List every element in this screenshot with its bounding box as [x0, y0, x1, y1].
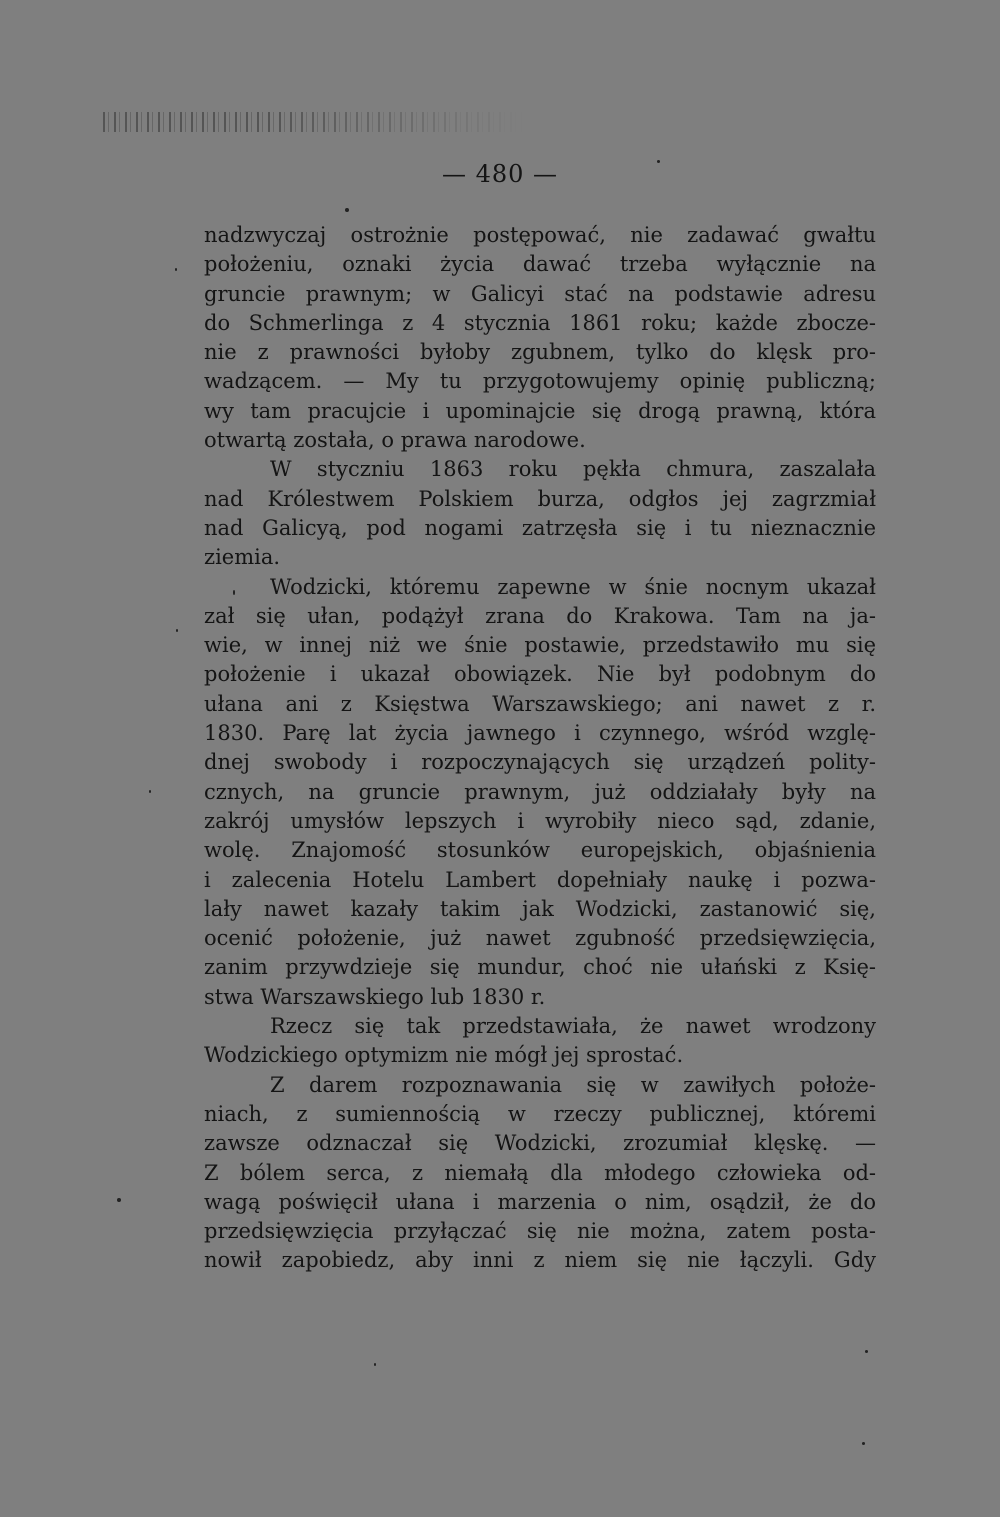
scan-speck [176, 629, 178, 632]
text-line: przedsięwzięcia przyłączać się nie można, zatem posta- [204, 1219, 876, 1244]
scan-noise [103, 112, 523, 132]
text-line: ziemia. [204, 545, 281, 570]
text-line: położeniu, oznaki życia dawać trzeba wyłącznie na [204, 252, 876, 277]
scan-speck [175, 268, 177, 271]
text-line: zanim przywdzieje się mundur, choć nie ułański z Księ- [204, 955, 876, 980]
text-line: W styczniu 1863 roku pękła chmura, zaszalała [270, 457, 876, 482]
scan-speck [345, 208, 349, 212]
text-line: nad Królestwem Polskiem burza, odgłos jej zagrzmiał [204, 486, 876, 511]
text-line: wy tam pracujcie i upominajcie się drogą prawną, która [204, 398, 876, 423]
text-line: nad Galicyą, pod nogami zatrzęsła się i tu nieznacznie [204, 515, 876, 540]
text-line: 1830. Parę lat życia jawnego i czynnego, wśród wzglę- [204, 721, 876, 746]
text-line: niach, z sumiennością w rzeczy publicznej, któremi [204, 1101, 876, 1126]
text-line: do Schmerlinga z 4 stycznia 1861 roku; każde zbocze- [204, 310, 876, 335]
text-line: nadzwyczaj ostrożnie postępować, nie zadawać gwałtu [204, 223, 876, 247]
page-number: — 480 — [441, 160, 559, 188]
text-line: cznych, na gruncie prawnym, już oddziałały były na [204, 779, 876, 804]
text-line: nie z prawności byłoby zgubnem, tylko do klęsk pro- [204, 340, 876, 365]
text-line: zakrój umysłów lepszych i wyrobiły nieco sąd, zdanie, [204, 808, 876, 833]
text-line: wadzącem. — My tu przygotowujemy opinię publiczną; [204, 369, 876, 394]
text-line: ułana ani z Księstwa Warszawskiego; ani nawet z r. [204, 691, 876, 716]
scan-speck [233, 590, 235, 595]
text-line: nowił zapobiedz, aby inni z niem się nie łączyli. Gdy [204, 1248, 876, 1273]
text-line: stwa Warszawskiego lub 1830 r. [204, 984, 546, 1009]
text-line: dnej swobody i rozpoczynających się urządzeń polity- [204, 750, 876, 775]
text-line: Rzecz się tak przedstawiała, że nawet wrodzony [270, 1014, 876, 1039]
text-line: Z darem rozpoznawania się w zawiłych położe- [270, 1072, 876, 1097]
scan-speck [374, 1363, 376, 1366]
text-line: wie, w innej niż we śnie postawie, przedstawiło mu się [204, 633, 876, 658]
text-line: i zalecenia Hotelu Lambert dopełniały naukę i pozwa- [204, 867, 876, 892]
scan-speck [865, 1350, 868, 1353]
text-line: Z bólem serca, z niemałą dla młodego człowieka od- [204, 1160, 876, 1185]
text-line: gruncie prawnym; w Galicyi stać na podstawie adresu [204, 281, 876, 306]
text-line: otwartą została, o prawa narodowe. [204, 428, 586, 453]
text-line: ocenić położenie, już nawet zgubność przedsięwzięcia, [204, 926, 876, 951]
scan-speck [117, 1198, 121, 1202]
text-line: Wodzicki, któremu zapewne w śnie nocnym ukazał [270, 574, 876, 599]
scan-speck [657, 160, 660, 163]
body-text [204, 221, 876, 1276]
text-line: zał się ułan, podążył zrana do Krakowa. Tam na ja- [204, 603, 876, 628]
text-line: wolę. Znajomość stosunków europejskich, objaśnienia [204, 838, 876, 863]
text-line: lały nawet kazały takim jak Wodzicki, zastanowić się, [204, 896, 876, 921]
text-line: zawsze odznaczał się Wodzicki, zrozumiał klęskę. — [204, 1131, 876, 1156]
text-line: położenie i ukazał obowiązek. Nie był podobnym do [204, 662, 876, 687]
scan-speck [149, 790, 151, 793]
text-line: Wodzickiego optymizm nie mógł jej sprostać. [204, 1043, 684, 1068]
text-line: wagą poświęcił ułana i marzenia o nim, osądził, że do [204, 1189, 876, 1214]
scan-speck [862, 1442, 865, 1445]
